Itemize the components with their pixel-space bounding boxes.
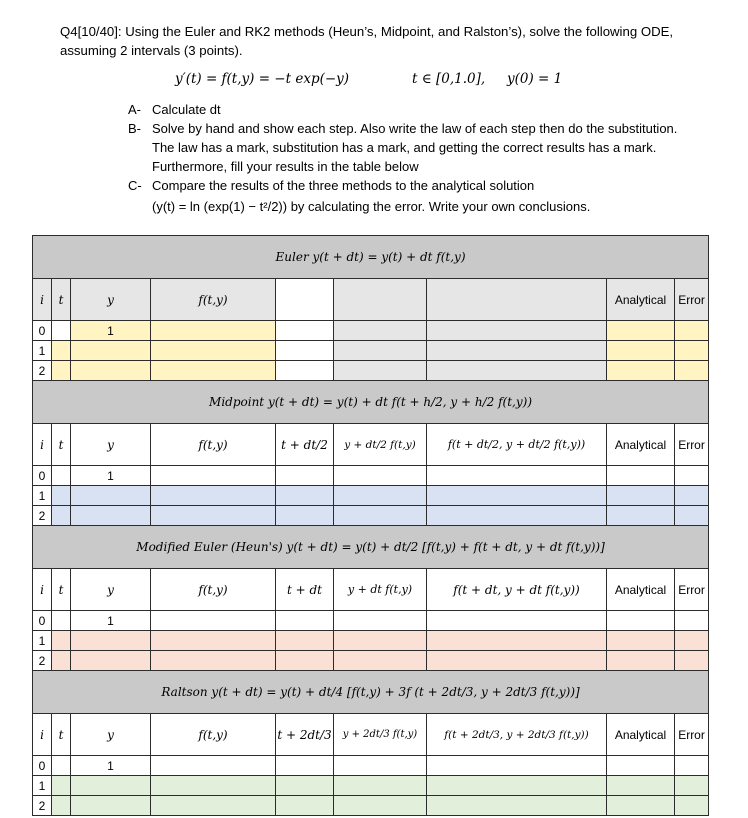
task-item: C- Compare the results of the three methods to the analytical solution — [128, 178, 535, 193]
heun-col-f-dt: f(t + dt, y + dt f(t,y)) — [427, 569, 607, 611]
y0-value: 1 — [71, 611, 151, 631]
col-error: Error — [675, 279, 709, 321]
table-row: 2 — [33, 506, 709, 526]
ode-initial: y(0) = 1 — [507, 71, 563, 87]
ralston-title: Raltson y(t + dt) = y(t) + dt/4 [f(t,y) + 3f (t + 2dt/3, y + 2dt/3 f(t,y))] — [33, 671, 709, 714]
task-item: B- Solve by hand and show each step. Also write the law of each step then do the substitution. The law has a mark, substitution has a mark, and getting the correct results has a mark. Furthermore, fill your results in the table below — [128, 121, 678, 174]
heun-col-t-dt: t + dt — [276, 569, 334, 611]
ode-formula: y′(t) = f(t,y) = −t exp(−y) — [175, 71, 350, 87]
euler-title: Euler y(t + dt) = y(t) + dt f(t,y) — [33, 236, 709, 279]
midpoint-col-f-half: f(t + dt/2, y + dt/2 f(t,y)) — [427, 424, 607, 466]
midpoint-header-row: i t y f(t,y) t + dt/2 y + dt/2 f(t,y) f(t + dt/2, y + dt/2 f(t,y)) Analytical Error — [33, 424, 709, 466]
ralston-title-row — [33, 671, 709, 714]
col-y: y — [71, 279, 151, 321]
table-row: 0 1 — [33, 466, 709, 486]
ralston-col-f-2dt3: f(t + 2dt/3, y + 2dt/3 f(t,y)) — [427, 714, 607, 756]
table-row: 1 — [33, 486, 709, 506]
table-row: 2 — [33, 651, 709, 671]
table-row: 2 — [33, 796, 709, 816]
table-row: 0 1 — [33, 756, 709, 776]
col-i: i — [33, 279, 52, 321]
euler-empty-col — [334, 279, 427, 321]
y0-value: 1 — [71, 756, 151, 776]
task-item: A- Calculate dt — [128, 102, 221, 117]
ode-domain: t ∈ [0,1.0], — [412, 71, 486, 87]
question-text: Q4[10/40]: Using the Euler and RK2 methods (Heun’s, Midpoint, and Ralston’s), solve the following ODE, assuming 2 intervals (3 points). — [60, 24, 674, 58]
table-row: 0 1 — [33, 321, 709, 341]
midpoint-col-y-half: y + dt/2 f(t,y) — [334, 424, 427, 466]
col-t: t — [52, 279, 71, 321]
ralston-col-t-2dt3: t + 2dt/3 — [276, 714, 334, 756]
col-analytical: Analytical — [607, 279, 675, 321]
results-table — [32, 235, 709, 816]
y0-value: 1 — [71, 321, 151, 341]
task-item: (y(t) = ln (exp(1) − t²/2)) by calculating the error. Write your own conclusions. — [152, 199, 591, 214]
midpoint-col-t-half: t + dt/2 — [276, 424, 334, 466]
table-row: 1 — [33, 341, 709, 361]
y0-value: 1 — [71, 466, 151, 486]
table-row: 2 — [33, 361, 709, 381]
ralston-col-y-2dt3: y + 2dt/3 f(t,y) — [334, 714, 427, 756]
heun-title: Modified Euler (Heun's) y(t + dt) = y(t) + dt/2 [f(t,y) + f(t + dt, y + dt f(t,y))] — [33, 526, 709, 569]
table-row: 1 — [33, 631, 709, 651]
col-f: f(t,y) — [151, 279, 276, 321]
task-list — [128, 100, 688, 216]
midpoint-title-row — [33, 381, 709, 424]
heun-header-row: i t y f(t,y) t + dt y + dt f(t,y) f(t + dt, y + dt f(t,y)) Analytical Error — [33, 569, 709, 611]
table-row: 0 1 — [33, 611, 709, 631]
heun-title-row — [33, 526, 709, 569]
midpoint-title: Midpoint y(t + dt) = y(t) + dt f(t + h/2, y + h/2 f(t,y)) — [33, 381, 709, 424]
euler-title-row — [33, 236, 709, 279]
euler-header-row — [33, 279, 709, 321]
euler-empty-col — [276, 279, 334, 321]
heun-col-y-dt: y + dt f(t,y) — [334, 569, 427, 611]
ralston-header-row: i t y f(t,y) t + 2dt/3 y + 2dt/3 f(t,y) f(t + 2dt/3, y + 2dt/3 f(t,y)) Analytical Error — [33, 714, 709, 756]
table-row: 1 — [33, 776, 709, 796]
euler-empty-col — [427, 279, 607, 321]
